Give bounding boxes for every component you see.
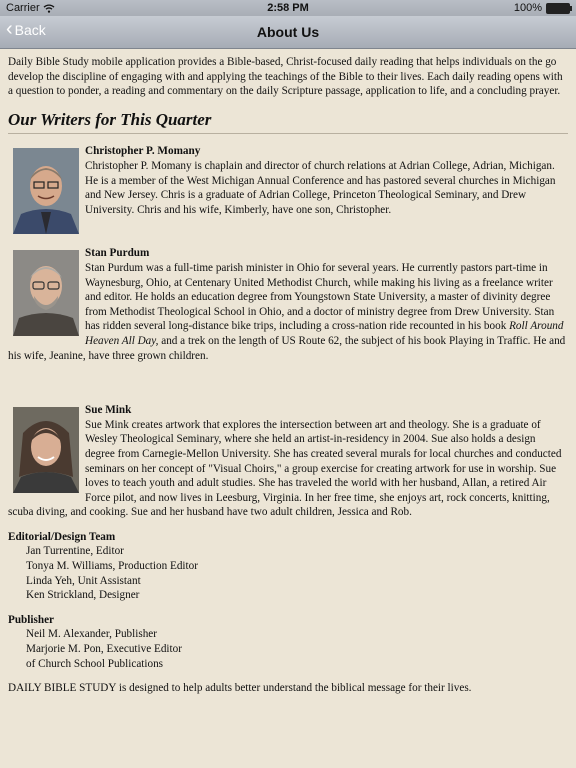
writer-bio: Sue Mink creates artwork that explores the intersection between art and theology. She is a graduate of Wesley Theological Seminary, where she held an artist-in-residency in 2004. Sue also holds a design degree from Carnegie-Mellon University. She has created several murals for local churches and conducted seminars on her concept of "Visual Choirs," a group exercise for creating artwork for use in worship. Sue loves to teach youth and adult studies. She has traveled the world with her husband, Allan, a retired Air Force pilot, and now lives in Leesburg, Virginia. In her free time, she enjoys art, rock concerts, knitting, scuba diving, and cooking. Sue and her husband have two adult children, Jessica and Rob. (8, 418, 562, 519)
battery-percent: 100% (513, 2, 542, 14)
intro-paragraph: Daily Bible Study mobile application provides a Bible-based, Christ-focused daily reading that helps individuals on the go develop the discipline of engaging with and applying the teachings of the Bible to their lives. Each daily reading opens with a question to ponder, a reading and commentary on the daily Scripture passage, application to life, and a concluding prayer. (8, 56, 563, 98)
battery-group (514, 2, 570, 14)
writer-bio: Christopher P. Momany is chaplain and director of church relations at Adrian College, Adrian, Michigan. He is a member of the West Michigan Annual Conference and has pastored several churches in Michigan and New Jersey. Chris is a graduate of Adrian College, Princeton Theological Seminary, and Drew University. Chris and his wife, Kimberly, have one son, Christopher. (85, 159, 556, 216)
writer-photo (13, 407, 79, 493)
chevron-left-icon: ‹ (6, 18, 13, 40)
writer-bio: Stan Purdum was a full-time parish minister in Ohio for several years. He currently pastors part-time in Waynesburg, Ohio, at Centenary United Methodist Church, while making his living as a freelance writer and editor. He holds an education degree from Youngstown State University, a master of divinity degree from Methodist Theological School in Ohio, and a doctor of ministry degree from Drew University. Stan has ridden several long-distance bike trips, including a cross-nation ride recounted in his book Roll Around Heaven All Day, and a trek on the length of US Route 62, the subject of his book Playing in Traffic. He and his wife, Jeanine, have three grown children. (8, 261, 566, 362)
footer-note: DAILY BIBLE STUDY is designed to help adults better understand the biblical message for their lives. (8, 682, 472, 695)
editorial-team (8, 530, 568, 603)
section-title: Our Writers for This Quarter (8, 109, 212, 129)
navigation-bar (0, 16, 576, 49)
section-divider (8, 133, 568, 134)
editorial-member: Jan Turrentine, Editor (26, 545, 124, 558)
editorial-member: Linda Yeh, Unit Assistant (26, 574, 141, 587)
publisher-heading: Publisher (8, 613, 55, 626)
writer-photo (13, 148, 79, 234)
editorial-member: Ken Strickland, Designer (26, 589, 140, 602)
writer-name: Christopher P. Momany (85, 145, 201, 158)
publisher-member: Neil M. Alexander, Publisher (26, 628, 157, 641)
carrier-label: Carrier (6, 2, 40, 14)
writer-name: Sue Mink (85, 404, 132, 417)
writer-photo (13, 250, 79, 336)
writer-entry (8, 403, 568, 520)
status-bar (0, 0, 576, 16)
page-title: About Us (256, 24, 320, 40)
writer-name: Stan Purdum (85, 247, 150, 260)
publisher-member: Marjorie M. Pon, Executive Editor (26, 643, 182, 656)
writer-entry (8, 246, 568, 363)
back-button-label: Back (14, 22, 46, 38)
publisher-member: of Church School Publications (26, 657, 164, 670)
writer-entry (8, 144, 568, 236)
publisher-team (8, 613, 568, 671)
status-time: 2:58 PM (267, 2, 309, 14)
editorial-member: Tonya M. Williams, Production Editor (26, 560, 198, 573)
battery-icon (546, 3, 570, 14)
about-content[interactable] (0, 49, 576, 768)
editorial-heading: Editorial/Design Team (8, 530, 116, 543)
